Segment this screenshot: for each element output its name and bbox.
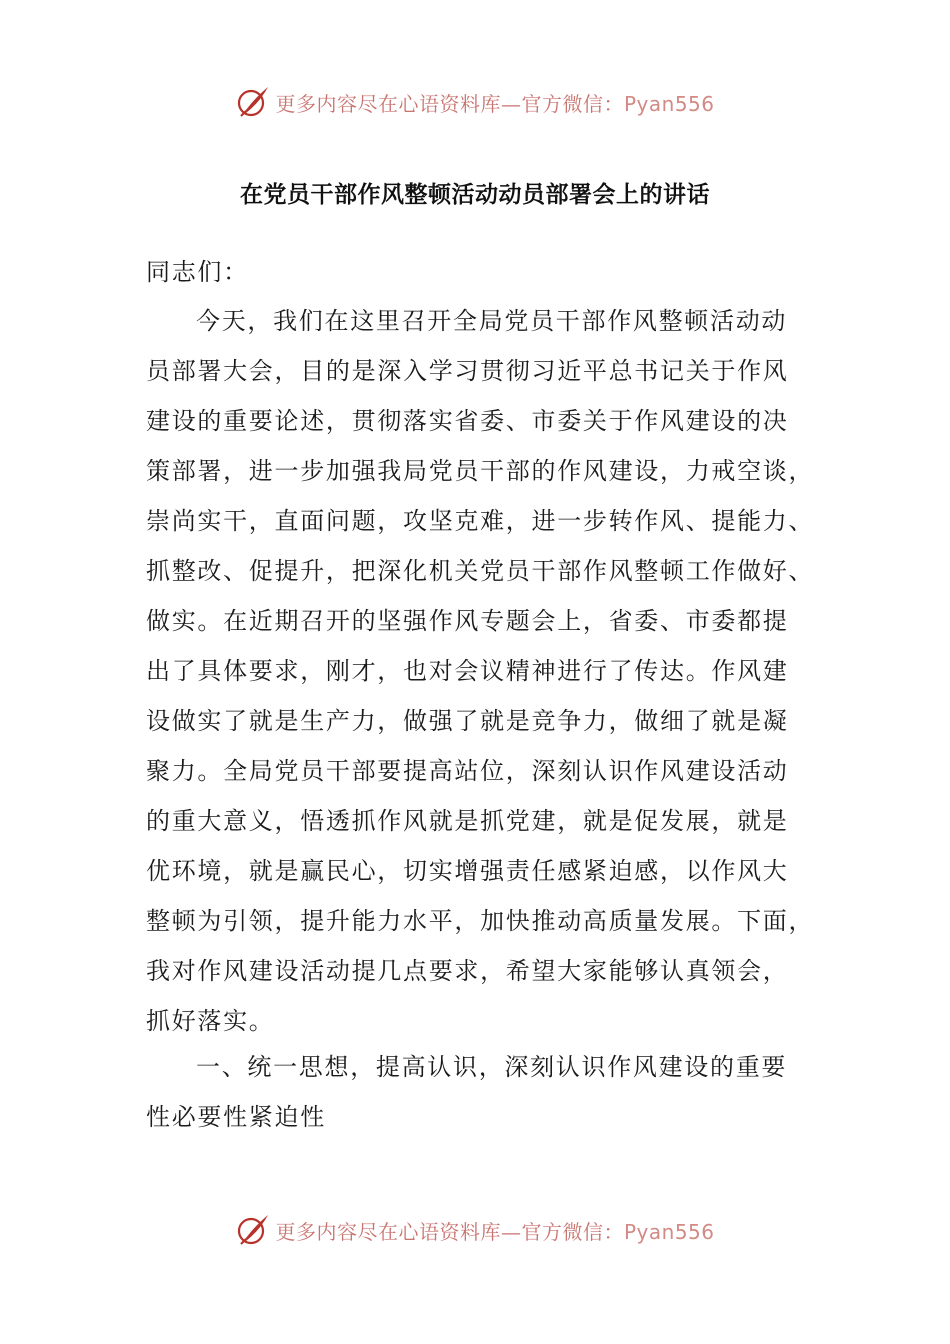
header-watermark bbox=[0, 82, 950, 122]
text-line: 设做实了就是生产力，做强了就是竞争力，做细了就是凝 bbox=[146, 707, 789, 735]
text-line: 策部署，进一步加强我局党员干部的作风建设，力戒空谈， bbox=[146, 457, 815, 485]
wechat-id: Pyan556 bbox=[623, 1219, 715, 1244]
paragraph-1 bbox=[146, 296, 815, 1046]
text-line: 一、统一思想，提高认识，深刻认识作风建设的重要 bbox=[196, 1053, 788, 1081]
text-line: 出了具体要求，刚才，也对会议精神进行了传达。作风建 bbox=[146, 657, 789, 685]
text-line: 聚力。全局党员干部要提高站位，深刻认识作风建设活动 bbox=[146, 757, 789, 785]
text-line: 我对作风建设活动提几点要求，希望大家能够认真领会， bbox=[146, 957, 789, 985]
text-line: 性必要性紧迫性 bbox=[146, 1103, 326, 1131]
document-title: 在党员干部作风整顿活动动员部署会上的讲话 bbox=[240, 182, 710, 208]
salutation: 同志们： bbox=[146, 258, 249, 286]
quill-pen-logo-icon bbox=[235, 1212, 271, 1248]
watermark-text: 更多内容尽在心语资料库—官方微信：Pyan556 bbox=[275, 1219, 715, 1244]
text-line: 崇尚实干，直面问题，攻坚克难，进一步转作风、提能力、 bbox=[146, 507, 815, 535]
text-line: 整顿为引领，提升能力水平，加快推动高质量发展。下面， bbox=[146, 907, 815, 935]
wechat-id: Pyan556 bbox=[623, 91, 715, 116]
text-line: 抓好落实。 bbox=[146, 1007, 275, 1035]
quill-pen-logo-icon bbox=[235, 84, 271, 120]
text-line: 员部署大会，目的是深入学习贯彻习近平总书记关于作风 bbox=[146, 357, 789, 385]
footer-watermark bbox=[0, 1210, 950, 1250]
text-line: 的重大意义，悟透抓作风就是抓党建，就是促发展，就是 bbox=[146, 807, 789, 835]
watermark-text: 更多内容尽在心语资料库—官方微信：Pyan556 bbox=[275, 91, 715, 116]
text-line: 优环境，就是赢民心，切实增强责任感紧迫感，以作风大 bbox=[146, 857, 789, 885]
section-heading-1 bbox=[146, 1042, 806, 1142]
text-line: 做实。在近期召开的坚强作风专题会上，省委、市委都提 bbox=[146, 607, 789, 635]
text-line: 今天，我们在这里召开全局党员干部作风整顿活动动 bbox=[196, 307, 788, 335]
text-line: 抓整改、促提升，把深化机关党员干部作风整顿工作做好、 bbox=[146, 557, 815, 585]
text-line: 建设的重要论述，贯彻落实省委、市委关于作风建设的决 bbox=[146, 407, 789, 435]
